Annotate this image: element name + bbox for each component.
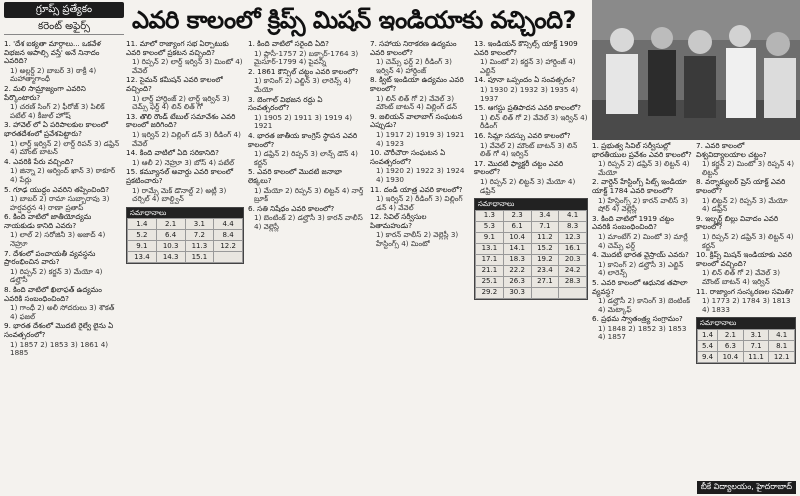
question-text: 12. సివిల్ సర్వీసుల పితామహుడు? <box>370 212 427 230</box>
answer-cell: 10.4 <box>718 351 744 362</box>
question-options: 1) లార్డ్ హార్డింజ్ 2) లార్డ్ ఇర్విన్ 3) చెమ్స్ ఫర్డ్ 4) లిన్ లిత్ గో <box>132 93 230 112</box>
answer-cell: 3.1 <box>185 219 214 230</box>
question-text: 12. సైమన్ కమీషన్ ఎవరి కాలంలో వచ్చింది? <box>126 75 223 93</box>
question-options: 1) 1857 2) 1853 3) 1861 4) 1885 <box>10 339 109 358</box>
question-options: 1) బెంటింక్ 2) డల్హౌసీ 3) కారన్ వాలీస్ 4) వెల్లెస్లీ <box>254 213 363 231</box>
column-3 <box>248 40 366 496</box>
answer-row <box>698 329 795 340</box>
answer-cell: 9.1 <box>128 241 157 252</box>
question-options: 1) చెమ్స్ ఫర్డ్ 2) రీడింగ్ 3) ఇర్విన్ 4) హార్డింజ్ <box>376 57 452 75</box>
answer-cell: 8.3 <box>559 221 587 232</box>
answer-cell: 13.1 <box>476 243 504 254</box>
answer-cell: 25.1 <box>476 276 504 287</box>
question-options: 1) లిన్ లిత్ గో 2) వేవెల్ 3) ఇర్విన్ 4) రీడింగ్ <box>480 112 588 131</box>
question-options: 1) రిప్పన్ 2) లార్డ్ ఇర్విన్ 3) మింటో 4) వేవెల్ <box>132 57 243 75</box>
answer-cell <box>214 252 243 263</box>
answer-cell: 11.2 <box>531 232 559 243</box>
credit-label: బీకే విద్యాలయం, హైదరాబాద్ <box>697 481 796 494</box>
question-text: 6. ప్రథమ స్వాతంత్ర్య సంగ్రామం? <box>592 314 683 324</box>
answer-cell: 7.1 <box>743 340 769 351</box>
answer-cell: 10.4 <box>503 232 531 243</box>
question-options: 1) లిన్ లిత్ గో 2) వేవెల్ 3) మౌంట్ బాటన్ 4) విల్లింగ్ డన్ <box>376 93 457 112</box>
answer-row <box>476 287 587 298</box>
answer-cell: 6.1 <box>503 221 531 232</box>
answer-row <box>128 230 243 241</box>
question-options: 1) వేవెల్ 2) మౌంట్ బాటన్ 3) లిన్ లిత్ గో 4) ఇర్విన్ <box>480 140 578 159</box>
answer-cell <box>559 287 587 298</box>
answer-cell: 9.4 <box>698 351 718 362</box>
question-text: 9. ఇల్బర్ట్ బిల్లు వివాదం ఎవరి కాలంలో? <box>696 213 779 232</box>
answer-cell: 12.2 <box>214 241 243 252</box>
answer-cell: 6.4 <box>156 230 185 241</box>
question-text: 3. బెంగాల్ విభజన రద్దు ఏ సంవత్సరంలో? <box>248 94 323 113</box>
column-2 <box>126 40 244 496</box>
question-options: 1) లిట్టన్ 2) రిప్పన్ 3) మేయో 4) డఫ్రిన్ <box>702 195 788 214</box>
question-text: 6. సతి నిషేధం ఎవరి కాలంలో? <box>248 203 335 213</box>
answer-cell <box>531 287 559 298</box>
question-options: 1) డల్హౌసీ 2) కానింగ్ 3) బెంటింక్ 4) మెట్కాఫ్ <box>598 296 690 314</box>
question-options: 1) ఇర్విన్ 2) రీడింగ్ 3) విల్లింగ్ డన్ 4) వేవెల్ <box>376 194 463 212</box>
question-options: 1) రిప్పన్ 2) డఫ్రిన్ 3) లిట్టన్ 4) మేయో <box>598 159 690 177</box>
answer-cell: 10.3 <box>156 241 185 252</box>
answer-table <box>475 210 587 299</box>
answer-cell: 3.4 <box>531 210 559 221</box>
question-text: 11. దండి యాత్ర ఎవరి కాలంలో? <box>370 184 463 194</box>
answer-cell: 23.4 <box>531 265 559 276</box>
question-text: 16. సిమ్లా సదస్సు ఎవరి కాలంలో? <box>474 130 571 140</box>
question-text: 4. భారత జాతీయ కాంగ్రెస్ స్థాపన ఎవరి కాలంలో? <box>248 130 358 149</box>
question-text: 11. మాలో రాజ్యాంగ సభ ఏర్పాటుకు ఎవరి కాలంలో ప్రకటన వచ్చింది? <box>126 40 229 57</box>
answer-row <box>128 252 243 263</box>
answer-row <box>698 351 795 362</box>
answer-box-title: సమాధానాలు <box>127 208 243 219</box>
question-text: 4. ఎవరికి పేరు వచ్చింది? <box>4 156 74 166</box>
question-options: 1) మాంటేగ్ 2) మింటో 3) మార్లే 4) చెమ్స్ ఫర్డ్ <box>598 231 688 250</box>
question-options: 1) 1917 2) 1919 3) 1921 4) 1923 <box>376 129 465 148</box>
answer-cell: 19.2 <box>531 254 559 265</box>
question-text: 2. 1861 కౌన్సిల్ చట్టం ఎవరి కాలంలో? <box>248 66 359 76</box>
question-options: 1) మేయో 2) రిప్పన్ 3) లిట్టన్ 4) నార్త్ బ్రూక్ <box>254 185 364 204</box>
question-text: 8. కింది వాటిలో ఖిలాఫత్ ఉద్యమం ఎవరికి సంబంధించింది? <box>4 285 102 303</box>
answer-cell: 13.4 <box>128 252 157 263</box>
question-text: 4. మొదటి భారత వైస్రాయ్ ఎవరు? <box>592 250 689 260</box>
answer-cell: 4.1 <box>769 329 795 340</box>
question-options: 1) రిప్పన్ 2) లిట్టన్ 3) మేయో 4) డఫ్రిన్ <box>480 176 576 195</box>
badge-top-label: గ్రూప్స్ ప్రత్యేకం <box>4 2 124 18</box>
question-text: 17. మొదటి ఫ్యాక్టరీ చట్టం ఎవరి కాలంలో? <box>474 158 564 177</box>
answer-cell: 28.3 <box>559 276 587 287</box>
question-text: 5. ఎవరి కాలంలో మొదటి జనాభా లెక్కలు? <box>248 167 342 185</box>
question-text: 3. హావెల్ లో ఏ పరిపాలకుల కాలంలో భారతదేశంలో ప్రవేశపెట్టారు? <box>4 120 109 138</box>
answer-cell: 5.4 <box>698 340 718 351</box>
answer-cell: 22.2 <box>503 265 531 276</box>
answer-cell: 17.1 <box>476 254 504 265</box>
column-4 <box>370 40 470 496</box>
answer-cell: 1.3 <box>476 210 504 221</box>
badge-bottom-label: కరెంట్ అఫైర్స్ <box>4 18 124 35</box>
question-text: 5. ఎవరి కాలంలో ఆధునిక తపాలా వ్యవస్థ? <box>592 277 688 296</box>
answer-cell: 11.1 <box>743 351 769 362</box>
question-options: 1) 1930 2) 1932 3) 1935 4) 1937 <box>480 84 579 103</box>
answer-row <box>128 219 243 230</box>
question-options: 1) డఫ్రిన్ 2) రిప్పన్ 3) లాన్స్ డౌన్ 4) కర్జన్ <box>254 149 358 167</box>
question-text: 13. తొలి రౌండ్ టేబుల్ సమావేశం ఎవరి కాలంలో జరిగింది? <box>126 111 236 130</box>
answer-cell: 15.2 <box>531 243 559 254</box>
answer-cell: 6.3 <box>718 340 744 351</box>
question-text: 14. పూనా ఒప్పందం ఏ సంవత్సరం? <box>474 75 576 85</box>
question-text: 7. ఎవరి కాలంలో విశ్వవిద్యాలయాల చట్టం? <box>696 142 767 159</box>
question-options: 1) రిప్పన్ 2) డఫ్రిన్ 3) లిట్టన్ 4) కర్జన్ <box>702 231 794 250</box>
question-text: 1. 'దేశ ఐక్యతా మార్గాలు... ఒకవేళ విభజన ఆపాల్సి వస్తే' అనే నినాదం ఎవరిది? <box>4 40 101 66</box>
answer-cell: 29.2 <box>476 287 504 298</box>
answer-cell: 27.1 <box>531 276 559 287</box>
answer-cell: 26.3 <box>503 276 531 287</box>
question-text: 13. ఇండియన్ కౌన్సిల్స్ యాక్ట్ 1909 ఎవరి కాలంలో? <box>474 40 578 57</box>
answer-row <box>476 232 587 243</box>
answer-row <box>128 241 243 252</box>
question-text: 15. ఆగస్టు ప్రతిపాదన ఎవరి కాలంలో? <box>474 103 581 113</box>
question-options: 1) 1920 2) 1922 3) 1924 4) 1930 <box>376 166 465 184</box>
answer-cell: 18.3 <box>503 254 531 265</box>
answer-cell: 24.2 <box>559 265 587 276</box>
question-text: 3. కింది వాటిలో 1919 చట్టం ఎవరికి సంబంధించింది? <box>592 213 674 232</box>
answer-row <box>476 221 587 232</box>
question-options: 1) 1848 2) 1852 3) 1853 4) 1857 <box>598 323 687 342</box>
question-options: 1) లాల్ 2) సరోజినీ 3) అజాద్ 4) నెహ్రూ <box>10 230 106 249</box>
answer-box-title: సమాధానాలు <box>697 318 795 329</box>
answer-cell: 5.3 <box>476 221 504 232</box>
page-header <box>0 0 592 40</box>
answer-cell: 2.1 <box>718 329 744 340</box>
question-text: 1. ప్రభుత్వ సివిల్ సర్వీసుల్లో భారతీయుల ప్రవేశం ఎవరి కాలంలో? <box>592 142 692 159</box>
question-options: 1) రిప్పన్ 2) కర్జన్ 3) మేయో 4) డల్హౌసీ <box>10 266 103 285</box>
question-options: 1) కానింగ్ 2) ఎల్జిన్ 3) లారెన్స్ 4) మేయో <box>254 76 351 94</box>
column-7 <box>696 142 796 496</box>
answer-table <box>127 218 243 263</box>
answer-box <box>126 207 244 265</box>
answer-row <box>476 265 587 276</box>
question-options: 1) ఆలీ 2) నెహ్రూ 3) బోస్ 4) పటేల్ <box>132 157 235 167</box>
answer-cell: 21.1 <box>476 265 504 276</box>
question-options: 1) 1905 2) 1911 3) 1919 4) 1921 <box>254 112 353 131</box>
answer-cell: 9.1 <box>476 232 504 243</box>
question-text: 9. జలియన్ వాలాబాగ్ సంఘటన ఎప్పుడు? <box>370 111 463 130</box>
answer-row <box>476 210 587 221</box>
answer-cell: 11.3 <box>185 241 214 252</box>
answer-cell: 7.1 <box>531 221 559 232</box>
answer-cell: 3.1 <box>743 329 769 340</box>
question-text: 8. వర్నాక్యులర్ ప్రెస్ యాక్ట్ ఎవరి కాలంలో? <box>696 177 786 195</box>
question-text: 7. దేశంలో పంచాయతీ వ్యవస్థను ప్రారంభించిన వారు? <box>4 248 96 267</box>
answer-box <box>474 198 588 300</box>
question-options: 1) కానింగ్ 2) డల్హౌసీ 3) ఎల్జిన్ 4) లారెన్స్ <box>598 259 684 278</box>
answer-cell: 15.1 <box>185 252 214 263</box>
question-text: 8. క్విట్ ఇండియా ఉద్యమం ఎవరి కాలంలో? <box>370 75 464 93</box>
question-text: 6. కింది వాటిలో జాతీయోద్యమ నాయకుడు కానిది ఎవరు? <box>4 212 92 230</box>
answer-cell: 1.4 <box>128 219 157 230</box>
answer-cell: 1.4 <box>698 329 718 340</box>
question-options: 1) లార్డ్ ఇర్విన్ 2) లార్డ్ రిపన్ 3) డఫ్రిన్ 4) మౌంట్ బాటన్ <box>10 138 120 157</box>
question-text: 14. కింది వాటిలో ఏది సరికానిది? <box>126 148 219 158</box>
column-6 <box>592 142 692 496</box>
question-options: 1) బాబర్ 2) రామా సుబ్బారావు 3) హర్షవర్ధన 4) రాణా ప్రతాప్ <box>10 194 110 212</box>
answer-cell: 14.3 <box>156 252 185 263</box>
answer-row <box>476 243 587 254</box>
section-badge <box>4 2 124 36</box>
question-text: 2. మలి సామ్రాజ్యంగా ఎవరిని పేర్కొంటారు? <box>4 83 86 102</box>
question-text: 11. రాజ్యాంగ సంస్కరణల సమితి? <box>696 286 794 296</box>
answer-cell: 8.4 <box>214 230 243 241</box>
answer-cell: 2.3 <box>503 210 531 221</box>
question-options: 1) లిన్ లిత్ గో 2) వేవెల్ 3) మౌంట్ బాటన్ 4) ఇర్విన్ <box>702 268 781 286</box>
answer-cell: 16.1 <box>559 243 587 254</box>
question-options: 1) మింటో 2) కర్జన్ 3) హార్డింజ్ 4) ఎల్జిన్ <box>480 57 576 75</box>
answer-cell: 14.1 <box>503 243 531 254</box>
answer-table <box>697 329 795 363</box>
column-1 <box>4 40 122 496</box>
answer-cell: 5.2 <box>128 230 157 241</box>
answer-row <box>476 254 587 265</box>
question-text: 2. వార్డెన్ హేస్టింగ్స్ పిట్స్ ఇండియా యాక్ట్ 1784 ఎవరి కాలంలో? <box>592 177 687 195</box>
question-text: 5. గూఢ యుద్ధం ఎవరిని తప్పించింది? <box>4 184 110 194</box>
answer-cell: 8.1 <box>769 340 795 351</box>
question-text: 10. క్రిప్స్ మిషన్ ఇండియాకు ఎవరి కాలంలో వచ్చింది? <box>696 250 793 268</box>
questions-area <box>0 40 800 496</box>
question-options: 1) అల్లర్డ్ 2) బాబర్ 3) ఠాక్రీ 4) మహాత్మాగాంధీ <box>10 65 97 84</box>
question-options: 1) గాంధీ 2) అలీ సోదరులు 3) శౌకత్ 4) ఫజల్ <box>10 303 115 321</box>
answer-cell: 20.3 <box>559 254 587 265</box>
question-options: 1) కారన్ వాలీస్ 2) వెల్లెస్లీ 3) హేస్టింగ్స్ 4) మింటో <box>376 230 459 249</box>
question-options: 1) హేస్టింగ్స్ 2) కారన్ వాలీస్ 3) షోర్ 4) వెల్లెస్లీ <box>598 195 688 214</box>
answer-cell: 4.1 <box>559 210 587 221</box>
question-options: 1) 1773 2) 1784 3) 1813 4) 1833 <box>702 296 791 314</box>
question-options: 1) చరణ్ సింగ్ 2) ఫీరోజ్ 3) పిలిక్ పటేల్ 4) కీజుల్ హోష్ <box>10 102 105 120</box>
answer-cell: 7.2 <box>185 230 214 241</box>
answer-cell: 2.1 <box>156 219 185 230</box>
answer-cell: 30.3 <box>503 287 531 298</box>
answer-cell: 12.3 <box>559 232 587 243</box>
question-text: 7. సహాయ నిరాకరణ ఉద్యమం ఎవరి కాలంలో? <box>370 40 457 57</box>
question-text: 10. చౌరీచౌరా సంఘటన ఏ సంవత్సరంలో? <box>370 148 446 166</box>
question-options: 1) కర్జన్ 2) మింటో 3) రిప్పన్ 4) లిట్టన్ <box>702 159 795 177</box>
answer-cell: 12.1 <box>769 351 795 362</box>
question-options: 1) ప్లాసీ-1757 2) బక్సార్-1764 3) మైసూర్-1799 4) పైవన్నీ <box>254 48 359 67</box>
answer-box <box>696 317 796 364</box>
question-options: 1) జిన్నా 2) ఆర్వింద్ ఖాన్ 3) ఠాకూర్ 4) పేర్లు <box>10 166 116 184</box>
answer-box-title: సమాధానాలు <box>475 199 587 210</box>
question-options: 1) ఇర్విన్ 2) విల్లింగ్ డన్ 3) రీడింగ్ 4) వేవెల్ <box>132 129 241 148</box>
answer-row <box>476 276 587 287</box>
column-5 <box>474 40 588 496</box>
question-text: 9. భారత దేశంలో మొదటి రైల్వే లైను ఏ సంవత్సరంలో? <box>4 321 114 339</box>
question-options: 1) రామ్సే మెక్ డొనాల్డ్ 2) అట్లీ 3) చర్చిల్ 4) బాల్డ్విన్ <box>132 185 227 204</box>
answer-cell: 4.4 <box>214 219 243 230</box>
answer-row <box>698 340 795 351</box>
question-text: 1. కింది వాటిలో సరైంది ఏది? <box>248 40 329 48</box>
headline: ఎవరి కాలంలో క్రిప్స్ మిషన్ ఇండియాకు వచ్చింది? <box>132 6 576 34</box>
question-text: 15. కమ్యూనల్ అవార్డు ఎవరి కాలంలో ప్రకటించారు? <box>126 167 234 185</box>
